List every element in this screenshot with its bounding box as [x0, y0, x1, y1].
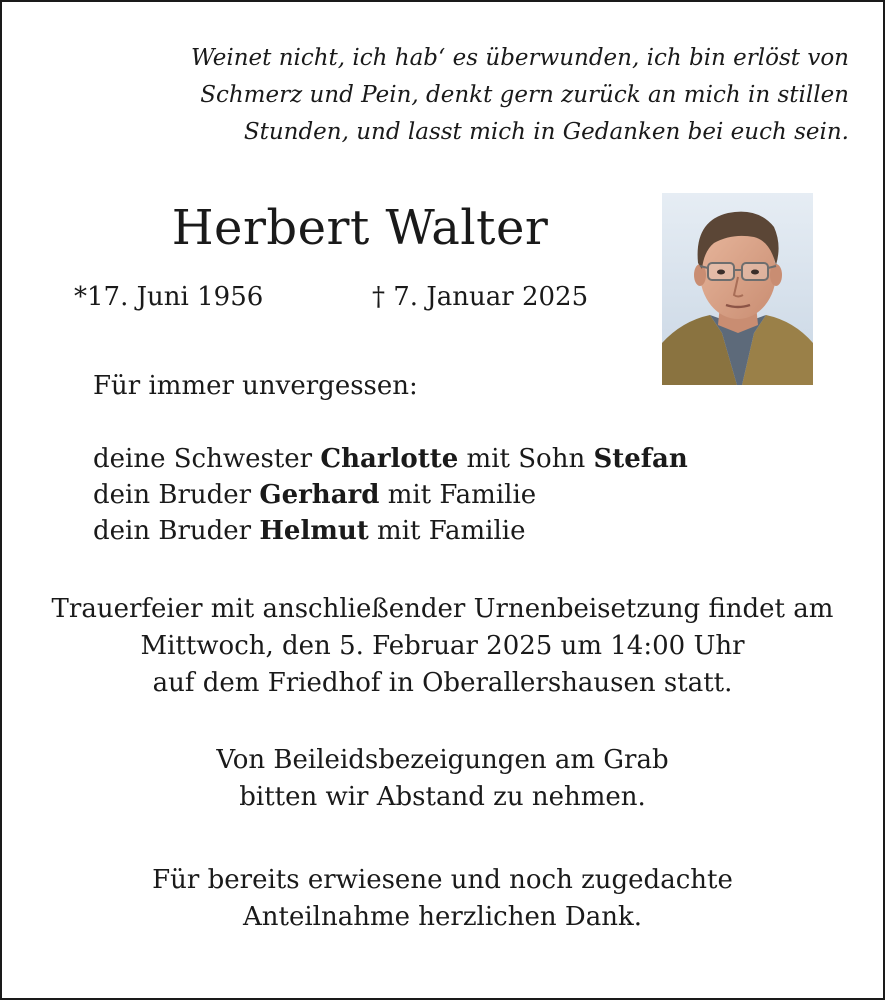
thanks-line: Anteilnahme herzlichen Dank. [243, 902, 642, 932]
condolences-line: bitten wir Abstand zu nehmen. [239, 782, 646, 812]
poem-verse [129, 40, 849, 151]
thanks-line: Für bereits erwiesene und noch zugedachte [152, 865, 733, 895]
condolences-note [10, 742, 875, 816]
mourner-line: dein Bruder Helmut mit Familie [93, 516, 526, 546]
death-date: † 7. Januar 2025 [372, 282, 589, 312]
poem-line: Stunden, und lasst mich in Gedanken bei euch sein. [243, 119, 849, 145]
condolences-line: Von Beileidsbezeigungen am Grab [216, 745, 669, 775]
deceased-name: Herbert Walter [171, 200, 549, 256]
mourner-name: Stefan [593, 444, 688, 474]
ceremony-line: Trauerfeier mit anschließender Urnenbeisetzung findet am [51, 594, 834, 624]
mourner-line: dein Bruder Gerhard mit Familie [93, 480, 537, 510]
birth-date: *17. Juni 1956 [74, 282, 264, 312]
ceremony-info [10, 591, 875, 702]
poem-line: Weinet nicht, ich hab‘ es überwunden, ich bin erlöst von [190, 45, 849, 71]
portrait-photo [662, 193, 813, 385]
unforgotten-heading: Für immer unvergessen: [93, 371, 418, 401]
mourner-name: Gerhard [259, 480, 380, 510]
mourner-line: deine Schwester Charlotte mit Sohn Stefan [93, 444, 688, 474]
mourner-name: Charlotte [320, 444, 459, 474]
mourners-list [93, 441, 688, 549]
ceremony-line: Mittwoch, den 5. Februar 2025 um 14:00 Uhr [140, 631, 745, 661]
mourner-name: Helmut [259, 516, 369, 546]
poem-line: Schmerz und Pein, denkt gern zurück an mich in stillen [200, 82, 849, 108]
ceremony-line: auf dem Friedhof in Oberallershausen statt. [152, 668, 733, 698]
thanks-note [10, 862, 875, 936]
